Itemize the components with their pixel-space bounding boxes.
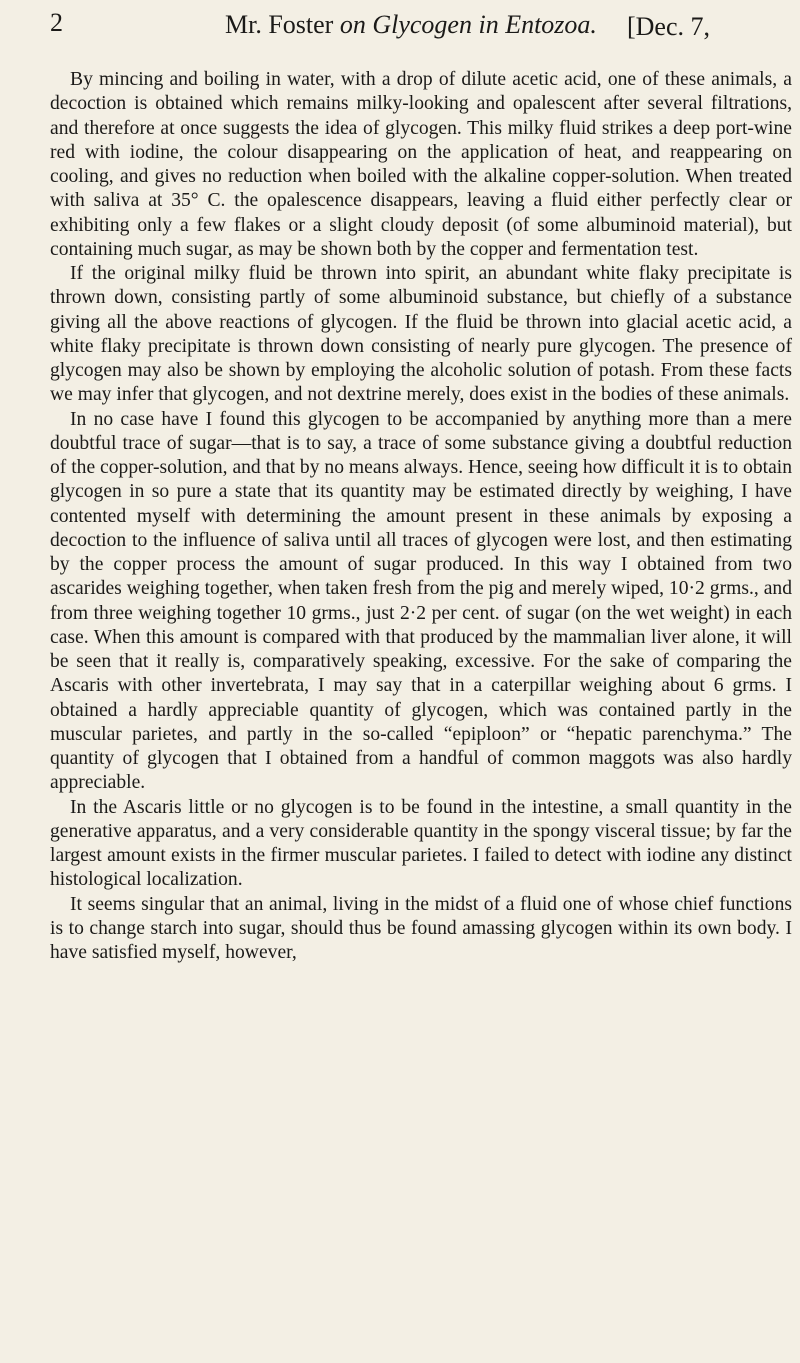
page-number: 2: [50, 8, 63, 37]
paragraph-1: By mincing and boiling in water, with a drop of dilute acetic acid, one of these animals, a decoction is obtained which remains milky-looking and opalescent after several filtrations, and therefore at once suggests the idea of glycogen. This milky fluid strikes a deep port-wine red with iodine, the colour disappearing on the application of heat, and reappearing on cooling, and gives no reduction when boiled with the alkaline copper-solution. When treated with saliva at 35° C. the opalescence disappears, leaving a fluid either perfectly clear or exhibiting only a few flakes or a slight cloudy deposit (of some albuminoid material), but containing much sugar, as may be shown both by the copper and fermentation test.: [50, 69, 792, 260]
running-title-author: Mr. Foster: [225, 10, 334, 39]
running-title: [225, 10, 597, 40]
paragraph-2: If the original milky fluid be thrown into spirit, an abundant white flaky precipitate is thrown down, consisting partly of some albuminoid substance, but chiefly of a substance giving all the above reactions of glycogen. If the fluid be thrown into glacial acetic acid, a white flaky precipitate is thrown down consisting of nearly pure glycogen. The presence of glycogen may also be shown by employing the alcoholic solution of potash. From these facts we may infer that glycogen, and not dextrine merely, does exist in the bodies of these animals.: [50, 263, 792, 406]
header-date: [Dec. 7,: [627, 12, 711, 41]
running-title-subject: on Glycogen in Entozoa.: [339, 10, 597, 39]
running-header: [0, 8, 800, 48]
body-text: [50, 68, 792, 965]
paragraph-3: In no case have I found this glycogen to be accompanied by anything more than a mere doubtful trace of sugar—that is to say, a trace of some substance giving a doubtful reduction of the copper-solution, and that by no means always. Hence, seeing how difficult it is to obtain glycogen in so pure a state that its quantity may be estimated directly by weighing, I have contented myself with determining the amount present in these animals by exposing a decoction to the influence of saliva until all traces of glycogen were lost, and then estimating by the copper process the amount of sugar produced. In this way I obtained from two ascarides weighing together, when taken fresh from the pig and merely wiped, 10·2 grms., and from three weighing together 10 grms., just 2·2 per cent. of sugar (on the wet weight) in each case. When this amount is compared with that produced by the mammalian liver alone, it will be seen that it really is, comparatively speaking, excessive. For the sake of comparing the Ascaris with other invertebrata, I may say that in a caterpillar weighing about 6 grms. I obtained a hardly appreciable quantity of glycogen, which was contained partly in the muscular parietes, and partly in the so-called “epiploon” or “hepatic parenchyma.” The quantity of glycogen that I obtained from a handful of common maggots was also hardly appreciable.: [50, 408, 793, 794]
paragraph-4: In the Ascaris little or no glycogen is to be found in the intestine, a small quantity in the generative apparatus, and a very considerable quantity in the spongy visceral tissue; by far the largest amount exists in the firmer muscular parietes. I failed to detect with iodine any distinct histological localization.: [50, 796, 792, 891]
paragraph-5: It seems singular that an animal, living in the midst of a fluid one of whose chief functions is to change starch into sugar, should thus be found amassing glycogen within its own body. I have satisfied myself, however,: [50, 893, 792, 963]
